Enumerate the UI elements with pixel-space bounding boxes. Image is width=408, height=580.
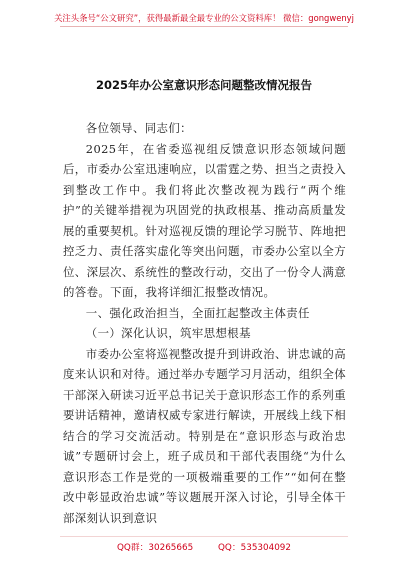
footer-divider <box>60 536 348 537</box>
document-title: 2025年办公室意识形态问题整改情况报告 <box>95 78 312 92</box>
qq-group-number: QQ群：30265665 <box>116 543 194 553</box>
qq-number: QQ：535304092 <box>217 543 292 553</box>
subsection-heading: （一）深化认识，筑牢思想根基 <box>85 326 251 340</box>
document-body <box>63 118 346 528</box>
contact-footer <box>0 540 408 553</box>
header-divider <box>60 26 348 27</box>
promo-header: 关注头条号“公文研究”，获得最新最全最专业的公文资料库！ 微信：gongwenyj <box>54 13 354 23</box>
section-heading: 一、强化政治担当，全面扛起整改主体责任 <box>85 305 310 320</box>
body-paragraph: 市委办公室将巡视整改提升到讲政治、讲忠诚的高度来认识和对待。通过举办专题学习月活动，组织全体干部深入研读习近平总书记关于意识形态工作的系列重要讲话精神，邀请权威专家进行解读，开展线上线下相结合的学习交流活动。特别是在“意识形态与政治忠诚”专题研讨会上，班子成员和干部代表围绕“为什么意识形态工作是党的一项极端重要的工作”“如何在整改中彰显政治忠诚”等议题展开深入讨论，引导全体干部深刻认识到意识 <box>63 346 346 525</box>
body-paragraph: 2025年，在省委巡视组反馈意识形态领域问题后，市委办公室迅速响应，以雷霆之势、担当之责投入到整改工作中。我们将此次整改视为践行“两个维护”的关键举措视为巩固党的执政根基、推动高质量发展的重要契机。针对巡视反馈的理论学习脱节、阵地把控乏力、责任落实虚化等突出问题，市委办公室以全方位、深层次、系统性的整改行动，交出了一份令人满意的答卷。下面，我将详细汇报整改情况。 <box>63 141 346 299</box>
salutation: 各位领导、同志们： <box>85 121 192 135</box>
